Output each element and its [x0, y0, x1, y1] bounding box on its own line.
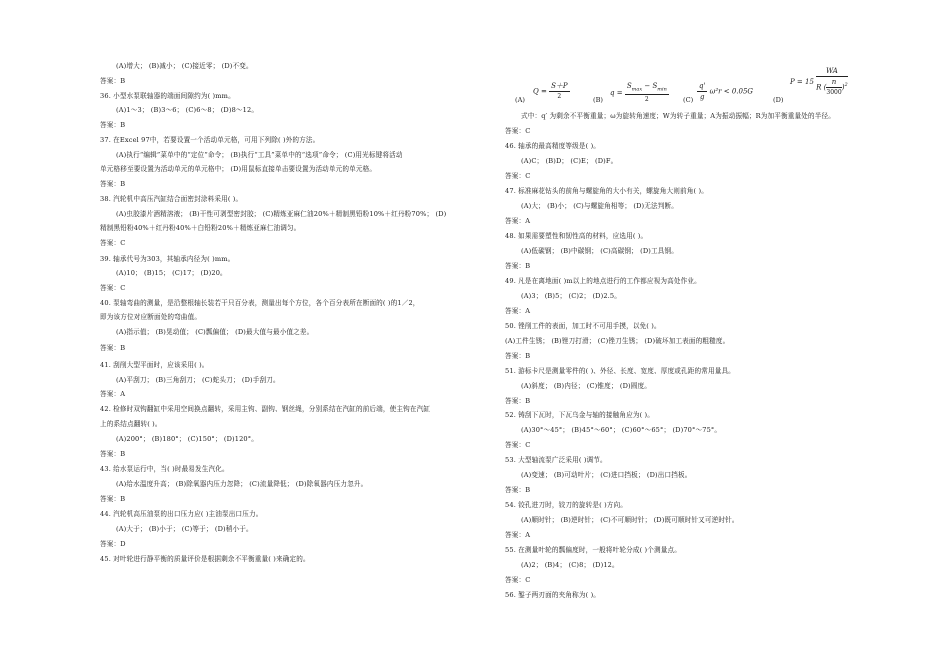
formula-b-numerator — [625, 81, 669, 95]
answer-line: 答案：B — [505, 262, 531, 270]
options-line: (A)30°～45°； (B)45°～60°； (C)60°～65°； (D)70°～75°。 — [521, 426, 722, 434]
formula-b-lhs: q = — [610, 89, 623, 98]
answer-line: 答案：C — [505, 127, 531, 135]
formula-d-denominator: R ( $\frac{n}{3000}$ )$^2$ — [816, 78, 848, 96]
options-line: (A)工件生锈； (B)锉刀打滑； (C)锉刀生锈； (D)破坏加工表面的粗糙度。 — [505, 337, 730, 345]
answer-line: 答案：A — [505, 531, 531, 539]
formula-c-label: (C) — [683, 96, 694, 104]
formula-a-numerator: S＋P — [551, 82, 568, 90]
question-line: 50. 锉削工件的表面，加工时不可用手摸，以免( )。 — [505, 322, 661, 330]
formula-b-denominator: 2 — [644, 96, 649, 104]
question-line: 49. 凡是在离地面( )m以上的地点进行的工作都应视为高处作业。 — [505, 277, 701, 285]
options-line: (A)低碳钢； (B)中碳钢； (C)高碳钢； (D)工具钢。 — [521, 247, 678, 255]
question-line: 42. 检修时双钩翻缸中采用空间换点翻转，采用主钩、副钩、钢丝绳，分别系结在汽缸的前后端，使主钩在汽缸 — [100, 405, 431, 413]
question-line: 47. 标准麻花钻头的前角与螺旋角的大小有关，螺旋角大则前角( )。 — [505, 187, 708, 195]
question-line: 56. 錾子两刃面的夹角称为( )。 — [505, 591, 601, 599]
question-line: 52. 铸刮下瓦时，下瓦乌金与轴的接触角应为( )。 — [505, 411, 655, 419]
answer-line: 答案：C — [505, 441, 531, 449]
formula-d-r: R — [816, 83, 822, 92]
question-line: 48. 如果需要塑性和韧性高的材料，应选用( )。 — [505, 232, 648, 240]
formula-b-sub-max: max — [631, 86, 643, 93]
answer-line: 答案：C — [505, 576, 531, 584]
answer-line: 答案：A — [100, 390, 126, 398]
formula-b-label: (B) — [593, 96, 603, 104]
options-line: (A)10； (B)15； (C)17； (D)20。 — [116, 269, 227, 277]
formula-b-s1: S — [626, 82, 632, 90]
formula-d-fraction — [816, 66, 847, 98]
options-line: (A)斜度； (B)内径； (C)锥度； (D)圆度。 — [521, 382, 651, 390]
formula-a-fraction — [549, 81, 570, 102]
options-line: (A)大； (B)小； (C)与螺旋角相等； (D)无法判断。 — [521, 202, 678, 210]
formula-a-label: (A) — [515, 96, 525, 104]
answer-line: 答案：B — [100, 344, 126, 352]
question-line: 51. 游标卡尺是测量零件的( )、外径、长度、宽度、厚度或孔距的常用量具。 — [505, 367, 735, 375]
question-line: 上的系结点翻转( )。 — [100, 420, 162, 428]
options-line: (A)1～3； (B)3～6； (C)6～8； (D)8～12。 — [116, 106, 259, 114]
options-line: (A)大于； (B)小于； (C)等于； (D)稍小于。 — [116, 525, 253, 533]
options-line: (A)执行“编辑”菜单中的“定位”命令； (B)执行“工具”菜单中的“选项”命令； (C)用光标键将活动 — [116, 151, 403, 159]
question-line: 37. 在Excel 97中，若要设置一个活动单元格，可用下列除( )外的方法。 — [100, 136, 320, 144]
question-line: 46. 轴承的最高精度等级是( )。 — [505, 142, 601, 150]
formula-d-n: n — [826, 77, 841, 88]
formula-d — [790, 66, 848, 98]
formula-c-tail: ω²r < 0.05G — [709, 87, 753, 96]
formula-d-inner-fraction — [826, 77, 841, 98]
formula-b-sub-min: min — [657, 86, 667, 93]
answer-line: 答案：A — [505, 217, 531, 225]
answer-line: 答案：C — [100, 284, 126, 292]
options-line: (A)C； (B)D； (C)E； (D)F。 — [521, 157, 618, 165]
formula-d-label: (D) — [773, 96, 784, 104]
formula-note: 式中：q′ 为剩余不平衡重量；ω为旋转角速度；W为转子重量；A为振动振幅；R为加平衡重量处的半径。 — [521, 112, 835, 120]
text-line: (A)增大； (B)减小； (C)接近零； (D)不变。 — [116, 62, 253, 70]
formula-c-fraction — [697, 81, 707, 102]
answer-line: 答案：B — [100, 450, 126, 458]
options-line: (A)指示值； (B)晃动值； (C)瓢偏值； (D)最大值与最小值之差。 — [116, 328, 314, 336]
options-line: (A)3； (B)5； (C)2； (D)2.5。 — [521, 292, 622, 300]
answer-line: 答案：B — [505, 486, 531, 494]
formula-a — [533, 81, 570, 102]
formula-a-lhs: Q = — [533, 87, 547, 96]
question-line: 53. 大型轴流泵广泛采用( )调节。 — [505, 456, 607, 464]
formula-c — [697, 81, 753, 102]
question-line: 55. 在测量叶轮的瓢偏度时，一般将叶轮分成( )个测量点。 — [505, 546, 681, 554]
formula-b-minus-s: − S — [642, 82, 658, 90]
question-line: 36. 小型水泵联轴器的端面间隙约为( )mm。 — [100, 92, 235, 100]
options-line: (A)变速； (B)可动叶片； (C)进口挡板； (D)出口挡板。 — [521, 471, 692, 479]
formula-options — [505, 60, 925, 110]
question-line: 41. 刮削大型平面时，应该采用( )。 — [100, 361, 209, 369]
question-line: 54. 铰孔进刀时，铰刀的旋转是( )方向。 — [505, 501, 628, 509]
answer-line: 答案：C — [505, 172, 531, 180]
formula-d-exponent: 2 — [844, 82, 848, 89]
answer-line: 答案：C — [100, 239, 126, 247]
question-line: 40. 泵轴弯曲的测量，是沿整根轴长装若干只百分表，测量出每个方位，各个百分表所在断面的( )的1／2， — [100, 299, 420, 307]
answer-line: 答案：B — [100, 180, 126, 188]
answer-line: 答案：A — [505, 307, 531, 315]
formula-c-numerator: q' — [699, 82, 706, 90]
answer-line: 答案：B — [505, 397, 531, 405]
formula-c-denominator: g — [699, 93, 705, 101]
answer-line: 答案：B — [100, 77, 126, 85]
formula-b — [610, 81, 669, 105]
formula-b-fraction — [625, 81, 669, 105]
options-line: (A)200°； (B)180°； (C)150°； (D)120°。 — [116, 435, 258, 443]
options-line: (A)顺时针； (B)逆时针； (C)不可顺时针； (D)既可顺时针又可逆时针。 — [521, 516, 739, 524]
question-line: 43. 给水泵运行中，当( )时最易发生汽化。 — [100, 465, 229, 473]
options-line: (A)2； (B)4； (C)8； (D)12。 — [521, 561, 619, 569]
answer-line: 答案：D — [100, 540, 126, 548]
question-line: 即为该方位对应断面处的弯曲值。 — [100, 313, 202, 321]
question-line: 45. 对叶轮进行静平衡的质量评价是根据剩余不平衡重量( )来确定的。 — [100, 555, 310, 563]
formula-d-3000: 3000 — [826, 89, 842, 96]
options-line: (A)虫胶漆片酒精溶液； (B)干性可剥型密封胶； (C)精炼亚麻仁油20%＋精制黑铅粉10%＋红丹粉70%； (D) — [116, 210, 447, 218]
answer-line: 答案：B — [505, 352, 531, 360]
question-line: 39. 轴承代号为303，其轴承内径为( )mm。 — [100, 255, 235, 263]
question-line: 44. 汽轮机高压油泵的出口压力应( )主油泵出口压力。 — [100, 510, 263, 518]
options-line: (A)平刮刀； (B)三角刮刀； (C)蛇头刀； (D)手刮刀。 — [116, 376, 280, 384]
question-line: 38. 汽轮机中高压汽缸结合面密封涂料采用( )。 — [100, 195, 243, 203]
options-line: (A)给水温度升高； (B)除氧器内压力忽降； (C)流量降低； (D)除氧器内压力忽升。 — [116, 480, 368, 488]
answer-line: 答案：B — [100, 495, 126, 503]
options-line: 精制黑铅粉40%＋红丹粉40%＋白铅粉20%＋精炼亚麻仁油调匀。 — [100, 224, 301, 232]
options-line: 单元格移至要设置为活动单元的单元格中； (D)用鼠标直接单击要设置为活动单元的单元格。 — [100, 165, 377, 173]
formula-a-denominator: 2 — [557, 93, 562, 100]
formula-d-lhs: P = 15 — [790, 78, 814, 86]
formula-d-numerator: WA — [816, 66, 847, 77]
answer-line: 答案：B — [100, 121, 126, 129]
